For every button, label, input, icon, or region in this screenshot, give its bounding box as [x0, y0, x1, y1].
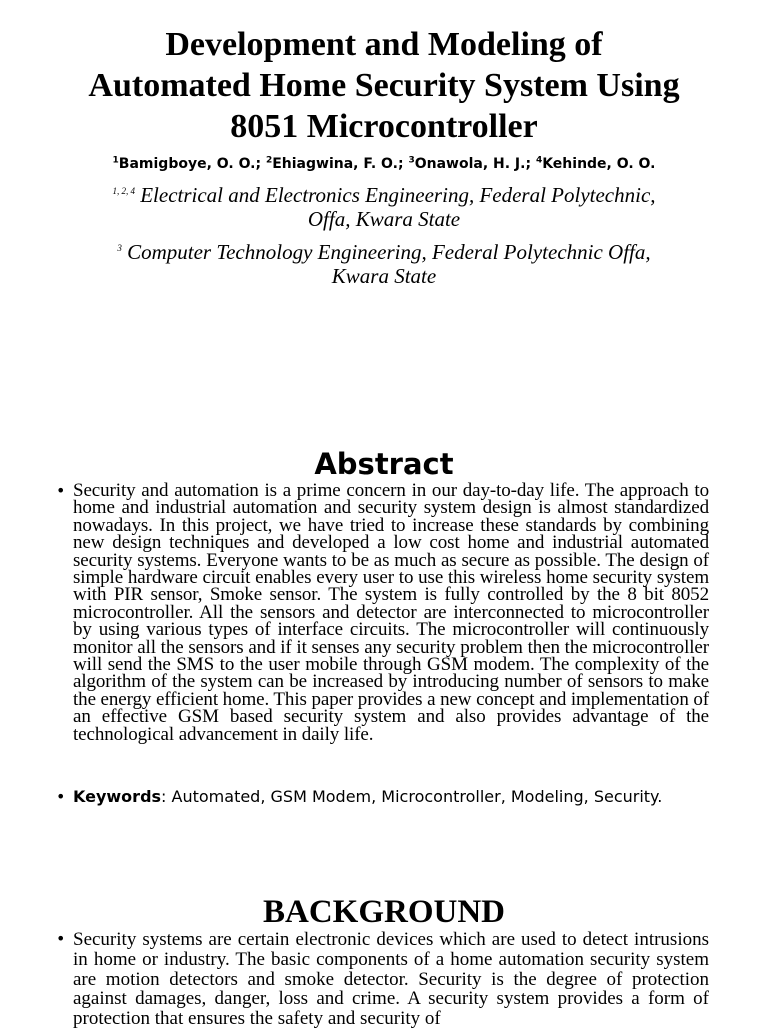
author-list: [60, 154, 708, 174]
keywords-label: Keywords: [73, 787, 162, 806]
author-number: 3: [408, 155, 415, 166]
bullet-marker: •: [56, 929, 66, 948]
abstract-bullet-item: [56, 482, 709, 743]
affiliation-number: 1, 2, 4: [112, 186, 135, 196]
abstract-heading: Abstract: [314, 447, 454, 481]
affiliation: [110, 240, 658, 288]
background-bullet-item: [56, 930, 709, 1029]
author-name: Kehinde, O. O.: [542, 156, 656, 172]
author-number: 1: [112, 155, 119, 166]
affiliation-text: Computer Technology Engineering, Federal Polytechnic Offa, Kwara State: [121, 240, 651, 288]
background-text: Security systems are certain electronic devices which are used to detect intrusions in home or industry. The basic components of a home automation security system are motion detectors and smoke detector. Security is the degree of protection against damages, danger, loss and crime. A security system provides a form of protection that ensures the safety and security of: [73, 929, 709, 1029]
affiliation-number: 3: [117, 243, 122, 253]
author-name: Bamigboye, O. O.;: [118, 156, 266, 172]
bullet-marker: •: [56, 787, 66, 806]
author-name: Onawola, H. J.;: [414, 156, 536, 172]
bullet-marker: •: [56, 481, 66, 500]
affiliation-text: Electrical and Electronics Engineering, Federal Polytechnic, Offa, Kwara State: [134, 183, 656, 231]
abstract-text: Security and automation is a prime concern in our day-to-day life. The approach to home and industrial automation and security system design is almost standardized nowadays. In this project, we have tried to increase these standards by combining new design techniques and developed a low cost home and industrial automated security systems. Everyone wants to be as much as secure as possible. The design of simple hardware circuit enables every user to use this wireless home security system with PIR sensor, Smoke sensor. The system is fully controlled by the 8 bit 8052 microcontroller. All the sensors and detector are interconnected to microcontroller by using various types of interface circuits. The microcontroller will continuously monitor all the sensors and if it senses any security problem then the microcontroller will send the SMS to the user mobile through GSM modem. The complexity of the algorithm of the system can be increased by introducing number of sensors to make the energy efficient home. This paper provides a new concept and implementation of an effective GSM based security system and also provides advantage of the technological advancement in daily life.: [73, 480, 710, 745]
keywords-line: [73, 788, 709, 806]
affiliation: [110, 183, 658, 231]
author-number: 4: [535, 155, 543, 166]
paper-title: Development and Modeling of Automated Home Security System Using 8051 Microcontroller: [88, 26, 680, 145]
background-heading: BACKGROUND: [262, 894, 505, 930]
keywords-bullet-item: [56, 788, 709, 806]
author-number: 2: [265, 155, 273, 166]
keywords-text: : Automated, GSM Modem, Microcontroller, Modeling, Security.: [161, 787, 663, 806]
author-name: Ehiagwina, F. O.;: [272, 156, 409, 172]
